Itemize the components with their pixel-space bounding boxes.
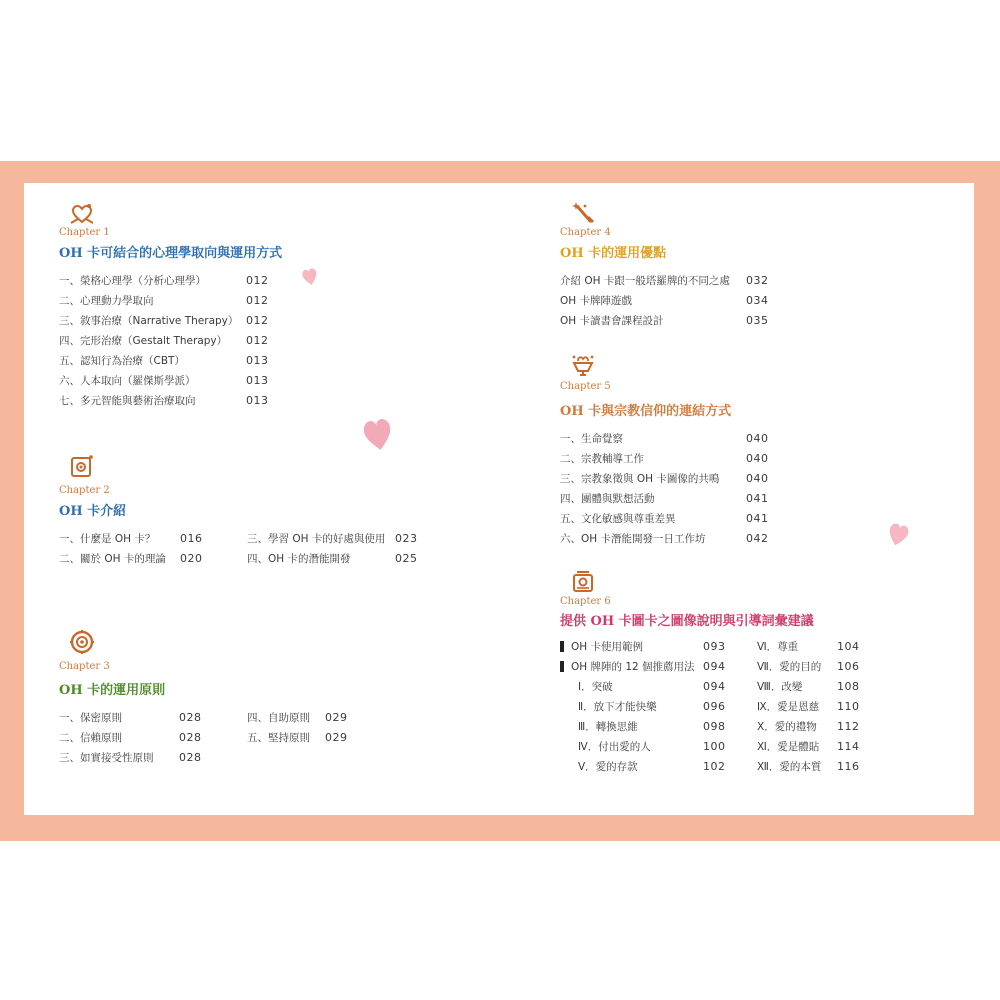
toc-row[interactable] [59,311,282,331]
toc-entry-text: 二、信賴原則 [59,732,122,744]
toc-entry-text: Ⅴ．愛的存款 [578,761,638,773]
toc-entry-text: 七、多元智能與藝術治療取向 [59,395,196,407]
toc-entry-label [757,737,819,757]
chapter-title: OH 卡與宗教信仰的連結方式 [560,404,732,419]
toc-row[interactable] [59,728,219,748]
toc-row[interactable] [59,391,282,411]
toc-page-number: 023 [395,532,418,545]
toc-page-number: 042 [746,532,769,545]
toc-row[interactable] [560,637,735,657]
toc-entry-text: 四、OH 卡的潛能開發 [247,553,351,565]
card-stack-icon [570,569,596,595]
toc-entry-text: 二、宗教輔導工作 [560,453,644,465]
toc-entry-text: 四、團體與默想活動 [560,493,655,505]
toc-entry-text: 六、OH 卡潛能開發一日工作坊 [560,533,706,545]
toc-page-number: 094 [703,660,726,673]
toc-entry-text: Ⅻ．愛的本質 [757,761,822,773]
toc-row[interactable] [247,708,367,728]
toc-row[interactable] [757,697,867,717]
toc-entry-label [757,697,819,717]
toc-entry-text: Ⅱ．放下才能快樂 [578,701,657,713]
toc-page-number: 114 [837,740,860,753]
toc-entry-label [560,449,644,469]
toc-page-number: 100 [703,740,726,753]
toc-entry-text: 一、保密原則 [59,712,122,724]
chapter-title: OH 卡的運用原則 [59,683,166,698]
toc-row[interactable] [757,717,867,737]
toc-page-number: 102 [703,760,726,773]
toc-page-number: 040 [746,452,769,465]
toc-row[interactable] [59,351,282,371]
chapter-5 [560,353,769,549]
toc-row[interactable] [560,271,769,291]
toc-entry-text: 四、完形治療（Gestalt Therapy） [59,335,228,347]
toc-page-number: 028 [179,731,202,744]
toc-row[interactable] [560,657,735,677]
toc-entry-label [59,391,196,411]
toc-row[interactable] [560,311,769,331]
toc-entry-text: 三、敘事治療（Narrative Therapy） [59,315,239,327]
toc-page-number: 041 [746,492,769,505]
toc-entry-text: Ⅶ．愛的目的 [757,661,822,673]
toc-row[interactable] [757,657,867,677]
toc-row[interactable] [59,549,249,569]
sparkle-wand-icon [570,201,596,227]
toc-page-number: 016 [180,532,203,545]
toc-entry-label [59,549,166,569]
toc-page-number: 025 [395,552,418,565]
toc-page-number: 096 [703,700,726,713]
toc-entry-label [59,748,154,768]
toc-page-number: 108 [837,680,860,693]
toc-page-number: 029 [325,711,348,724]
toc-page-number: 012 [246,294,269,307]
chapter-label: Chapter 6 [560,596,611,607]
toc-page-number: 028 [179,751,202,764]
toc-entry-label [560,429,623,449]
toc-page-number: 041 [746,512,769,525]
toc-page-number: 013 [246,394,269,407]
toc-entry-label [59,271,206,291]
toc-row[interactable] [757,637,867,657]
toc-entry-label [757,677,802,697]
toc-entry-label [59,351,185,371]
toc-row[interactable] [560,737,735,757]
toc-entry-label [578,757,638,777]
toc-entry-text: Ⅲ．轉換思維 [578,721,638,733]
toc-entry-label [59,728,122,748]
toc-entry-text: Ⅰ．突破 [578,681,613,693]
chapter-label: Chapter 1 [59,227,110,238]
toc-page-number: 093 [703,640,726,653]
toc-entry-label [247,529,385,549]
toc-entry-text: Ⅸ．愛是恩慈 [757,701,820,713]
toc-row[interactable] [757,737,867,757]
toc-row[interactable] [247,529,427,549]
chapter-1 [59,201,282,411]
toc-row[interactable] [560,717,735,737]
chapter-label: Chapter 2 [59,485,110,496]
toc-row[interactable] [560,489,769,509]
toc-page-number: 013 [246,374,269,387]
lotus-cup-icon [570,353,596,379]
toc-entry-label [560,529,706,549]
toc-entry-text: 三、學習 OH 卡的好處與使用 [247,533,386,545]
toc-entry-label [757,757,821,777]
chapter-6 [560,569,860,777]
toc-row[interactable] [247,549,427,569]
toc-entry-label [560,489,655,509]
chapter-2 [59,453,418,573]
toc-entry-text: Ⅳ．付出愛的人 [578,741,651,753]
toc-page-number: 116 [837,760,860,773]
heart-icon [362,418,394,452]
toc-entry-label [578,697,657,717]
toc-row[interactable] [59,371,282,391]
bullet-marker [560,641,564,652]
chapter-title: OH 卡介紹 [59,504,127,519]
toc-entry-label [560,291,632,311]
toc-page-number: 040 [746,472,769,485]
toc-row[interactable] [560,697,735,717]
toc-entry-label [560,469,719,489]
toc-entry-label [757,657,821,677]
toc-entry-label [247,549,351,569]
toc-row[interactable] [560,677,735,697]
toc-list [59,708,348,772]
gear-circle-icon [69,629,95,655]
chapter-3 [59,629,348,772]
toc-entry-text: 一、什麼是 OH 卡？ [59,533,156,545]
toc-page-number: 040 [746,432,769,445]
toc-page-number: 034 [746,294,769,307]
toc-page-number: 112 [837,720,860,733]
toc-page-number: 020 [180,552,203,565]
toc-entry-text: OH 卡使用範例 [571,641,643,653]
toc-page-number: 029 [325,731,348,744]
toc-entry-text: 五、堅持原則 [247,732,310,744]
toc-entry-text: 六、人本取向（羅傑斯學派） [59,375,196,387]
toc-row[interactable] [560,449,769,469]
chapter-label: Chapter 3 [59,661,110,672]
heart-icon [887,523,909,547]
toc-entry-text: 一、生命覺察 [560,433,623,445]
toc-row[interactable] [560,509,769,529]
toc-entry-text: 二、心理動力學取向 [59,295,154,307]
toc-entry-label [59,529,155,549]
toc-row[interactable] [59,748,219,768]
toc-page-number: 094 [703,680,726,693]
toc-entry-text: 三、如實接受性原則 [59,752,154,764]
toc-page-number: 013 [246,354,269,367]
chapter-label: Chapter 5 [560,381,611,392]
toc-entry-label [59,708,122,728]
toc-row[interactable] [59,529,249,549]
toc-row[interactable] [59,708,219,728]
toc-page-number: 035 [746,314,769,327]
toc-row[interactable] [59,291,282,311]
toc-page-number: 012 [246,314,269,327]
toc-entry-label [560,509,676,529]
toc-page-number: 012 [246,274,269,287]
toc-row[interactable] [247,728,367,748]
toc-entry-label [560,637,643,657]
toc-entry-text: 五、認知行為治療（CBT） [59,355,185,367]
toc-entry-label [59,291,154,311]
chapter-4 [560,201,769,331]
toc-row[interactable] [560,291,769,311]
toc-entry-text: OH 牌陣的 12 個推薦用法 [571,661,695,673]
toc-entry-text: Ⅷ．改變 [757,681,803,693]
toc-row[interactable] [560,529,769,549]
toc-entry-text: 三、宗教象徵與 OH 卡圖像的共鳴 [560,473,720,485]
toc-entry-label [59,311,238,331]
toc-page-number: 106 [837,660,860,673]
chapter-title: OH 卡可結合的心理學取向與運用方式 [59,246,283,261]
toc-page-number: 110 [837,700,860,713]
toc-entry-text: Ⅺ．愛是體貼 [757,741,820,753]
toc-entry-text: 二、關於 OH 卡的理論 [59,553,166,565]
toc-list [59,529,418,573]
picture-frame-icon [69,453,95,479]
toc-entry-text: Ⅵ．尊重 [757,641,799,653]
heart-hands-icon [69,201,95,227]
toc-row[interactable] [560,469,769,489]
toc-list [560,271,769,331]
heart-icon [302,268,318,286]
toc-entry-text: OH 卡牌陣遊戲 [560,295,632,307]
toc-page-number: 104 [837,640,860,653]
toc-entry-label [578,717,638,737]
toc-entry-text: Ⅹ．愛的禮物 [757,721,817,733]
bullet-marker [560,661,564,672]
toc-entry-text: 一、榮格心理學（分析心理學） [59,275,206,287]
toc-entry-text: OH 卡讀書會課程設計 [560,315,664,327]
toc-list [560,429,769,549]
toc-entry-label [578,677,613,697]
toc-row[interactable] [757,757,867,777]
toc-entry-label [757,717,817,737]
toc-entry-text: 五、文化敏感與尊重差異 [560,513,676,525]
toc-row[interactable] [560,757,735,777]
toc-entry-label [757,637,798,657]
toc-page-number: 098 [703,720,726,733]
toc-entry-label [560,657,695,677]
toc-entry-label [560,311,664,331]
toc-entry-label [578,737,651,757]
toc-row[interactable] [59,271,282,291]
toc-entry-label [59,371,196,391]
toc-list [560,637,860,777]
toc-entry-label [247,728,310,748]
toc-page-number: 032 [746,274,769,287]
toc-entry-label [59,331,227,351]
toc-row[interactable] [560,429,769,449]
chapter-title: OH 卡的運用優點 [560,246,667,261]
chapter-title: 提供 OH 卡圖卡之圖像說明與引導詞彙建議 [560,614,814,629]
toc-entry-label [560,271,730,291]
toc-row[interactable] [757,677,867,697]
toc-list [59,271,282,411]
toc-entry-text: 介紹 OH 卡跟一般塔羅牌的不同之處 [560,275,730,287]
toc-page-number: 028 [179,711,202,724]
toc-page-number: 012 [246,334,269,347]
toc-entry-label [247,708,310,728]
toc-entry-text: 四、自助原則 [247,712,310,724]
chapter-label: Chapter 4 [560,227,611,238]
toc-row[interactable] [59,331,282,351]
